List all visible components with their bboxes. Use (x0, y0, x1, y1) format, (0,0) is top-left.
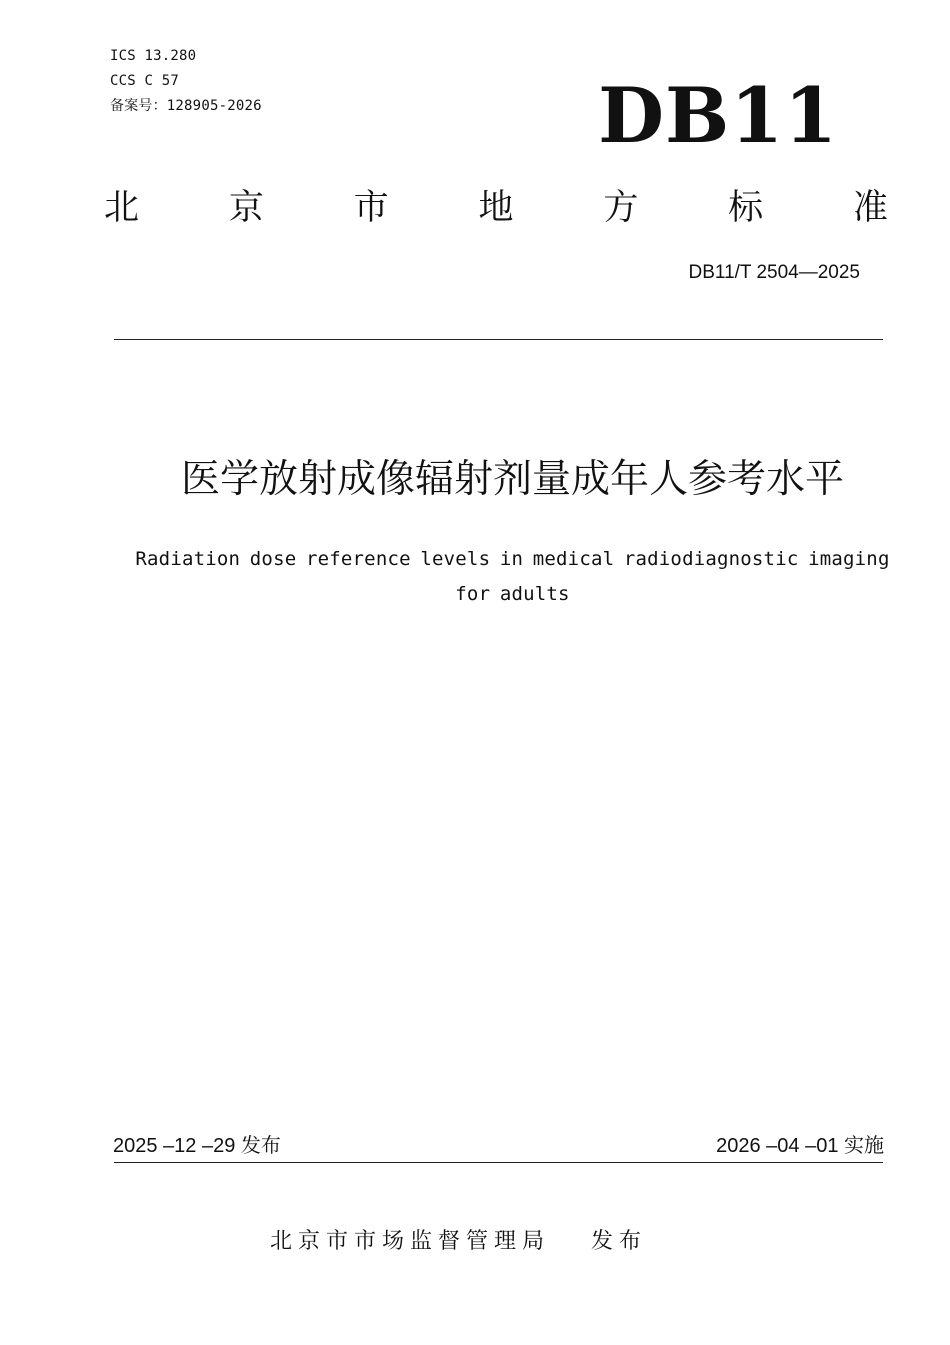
ics-code: ICS 13.280 (110, 48, 197, 64)
issue-date: 2025 –12 –29 发布 (113, 1135, 281, 1157)
standard-type-char: 北 (104, 188, 140, 228)
footer-divider (114, 1162, 883, 1163)
standard-type-heading (104, 186, 888, 230)
standard-type-char: 京 (228, 188, 264, 228)
standard-type-char: 地 (478, 188, 514, 228)
implementation-date: 2026 –04 –01 实施 (716, 1135, 884, 1157)
ccs-code: CCS C 57 (110, 73, 180, 89)
standard-type-char: 准 (852, 188, 888, 228)
title-chinese: 医学放射成像辐射剂量成年人参考水平 (180, 457, 844, 502)
standard-number: DB11/T 2504—2025 (688, 262, 860, 283)
standard-type-char: 市 (353, 188, 389, 228)
db11-logo: DB11 (598, 71, 838, 160)
issuing-authority: 北京市市场监督管理局 发布 (270, 1229, 647, 1254)
header-divider (114, 339, 883, 340)
filing-number: 备案号：128905-2026 (110, 98, 262, 114)
title-english: Radiation dose reference levels in medical radiodiagnostic imaging for adults (135, 548, 890, 605)
standard-type-char: 标 (728, 188, 764, 228)
standard-type-char: 方 (603, 188, 639, 228)
